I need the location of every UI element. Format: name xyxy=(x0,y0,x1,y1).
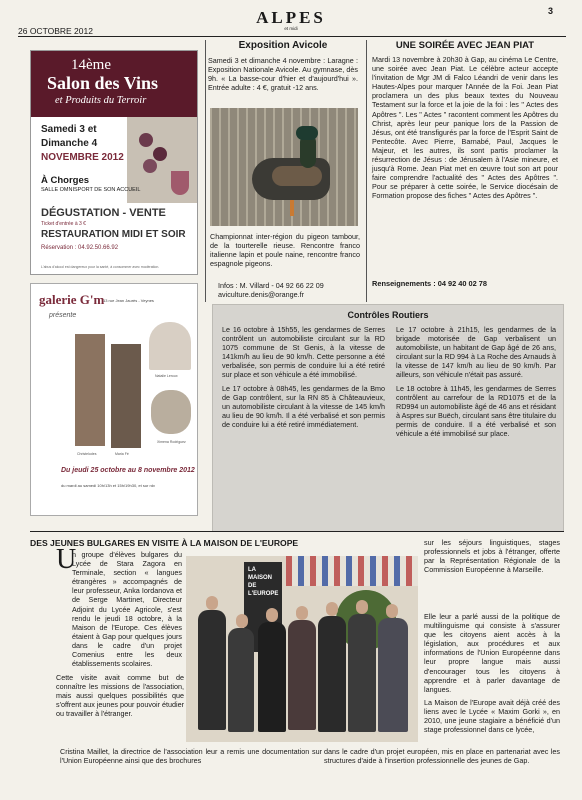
ad-restauration: RESTAURATION MIDI ET SOIR xyxy=(41,229,186,240)
person-head xyxy=(206,596,218,610)
artist-caption: Natalie Leroux xyxy=(155,374,178,378)
grape-icon xyxy=(139,133,153,147)
ad-subtitle: et Produits du Terroir xyxy=(55,95,147,106)
newspaper-masthead: ALPES xyxy=(256,8,326,27)
column-divider xyxy=(366,40,367,302)
person-head xyxy=(266,608,278,622)
galerie-gm-ad xyxy=(30,283,198,516)
article-title-expo: Exposition Avicole xyxy=(238,40,328,51)
europe-paragraph: n groupe d'élèves bulgares du Lycée de Stara Zagora en Terminale, section « langues étrangères » accompagnés de leur professeur, Anka Iordanova et de Serge Martinet, Directeur Adjoint du Lycée Agricole, s'est rendu le jeudi 18 octobre, à la Maison de l'Europe. Ces élèves étaient à Gap pour quelques jours dans le cadre d'un projet Comenius entre les deux établissements scolaires. xyxy=(72,550,182,669)
ad-venue: SALLE OMNISPORT DE SON ACCUEIL xyxy=(41,187,141,193)
europe-paragraph: La Maison de l'Europe avait déjà créé des liens avec le Lycée « Maxim Gorki », en 2010, une jeune stagiaire a bénéficié d'un stage professionnel dans ce lycée, xyxy=(424,697,560,735)
artwork-image xyxy=(75,334,105,446)
person-head xyxy=(386,604,398,618)
article-intro-expo: Samedi 3 et dimanche 4 novembre : Laragne : Exposition Nationale Avicole. Au gymnase, dès 9h. « La basse-cour d'hier et d'aujourd'hui ». Entrée adulte : 4 €, gratuit -12 ans. xyxy=(208,56,358,93)
controles-right-column xyxy=(396,325,556,438)
ad-title: Salon des Vins xyxy=(47,73,159,93)
article-title-controles: Contrôles Routiers xyxy=(347,310,429,320)
article-body-piat: Mardi 13 novembre à 20h30 à Gap, au cinéma Le Centre, une soirée avec Jean Piat. Le célèbre acteur accepte l'invitation de Mgr JM di Falco Léandri de venir dans les Hautes-Alpes pour marquer l'Année de la Foi. Jean Piat proclamera un des plus beaux textes du Nouveau Testament sur la force et la joie de la foi : les " Actes des Apôtres ". Les " Actes " racontent comment les Apôtres du Christ, après leur peur panique lors de la Passion de Jésus, ont été transfigurés par la force de l'Esprit Saint de Pentecôte. Avec Pierre, Barnabé, Paul, Jacques le Majeur, et les autres, ils sont partis proclamer la résurrection de Jésus : de Jérusalem à l'Asie mineure, et jusqu'à Rome. Jean Piat met en œuvre tout son art pour faire comprendre l'actualité des " Actes des Apôtres ". Pour se préparer à cette soirée, le Service diocésain de Formation propose des fiches " Actes des Apôtres ". xyxy=(372,55,558,201)
galerie-dates: Du jeudi 25 octobre au 8 novembre 2012 xyxy=(61,467,195,474)
drop-cap: U xyxy=(56,544,77,575)
person xyxy=(348,614,376,732)
person-head xyxy=(356,600,368,614)
ad-edition: 14ème xyxy=(71,57,111,73)
europe-paragraph: Cette visite avait comme but de connaître les missions de l'association, mais aussi quelques possibilités que s'offrent aux jeunes pour pouvoir étudier ou travailler à l'étranger. xyxy=(56,673,184,719)
europe-paragraph: Cristina Maillet, la directrice de l'association leur a remis une documentation sur l'Union Européenne ainsi que des brochures xyxy=(60,747,322,766)
masthead-subtitle: et midi xyxy=(284,26,298,31)
europe-paragraph: sur les séjours linguistiques, stages professionnels et jobs à l'étranger, offerte par la Représentation Régionale de la Commission Européenne à Marseille. xyxy=(424,538,560,575)
galerie-hours: du mardi au samedi 10h/13h et 15h/19h30, et sur rdv xyxy=(61,483,156,488)
duck-wing xyxy=(272,166,322,186)
galerie-logo: galerie G'm xyxy=(39,292,105,307)
person xyxy=(198,610,226,730)
person xyxy=(258,622,286,732)
person xyxy=(318,616,346,732)
person xyxy=(228,628,254,732)
column-divider xyxy=(205,40,206,302)
ad-reservation-phone: Réservation : 04.92.50.66.92 xyxy=(41,245,119,251)
person xyxy=(378,618,408,732)
banner-text: LA MAISON DE L'EUROPE xyxy=(248,567,279,597)
grape-icon xyxy=(153,147,167,161)
artist-caption: Christelodes xyxy=(77,452,97,456)
ad-day2: Dimanche 4 xyxy=(41,138,98,149)
europe-paragraph: Elle leur a parlé aussi de la politique de multilinguisme qui consiste à s'assurer que les citoyens aient accès à la législation, aux procédures et aux informations de l'Union Européenne dans leur propre langue mais aussi d'encourager tous les citoyens à apprendre et à parler davantage de langues. xyxy=(424,612,560,694)
artwork-image xyxy=(151,390,191,434)
artwork-image xyxy=(111,344,141,448)
europe-paragraph xyxy=(424,612,560,734)
europe-paragraph: dans le cadre d'un projet européen, mis en place en partenariat avec les structures d'aide à l'insertion professionnelle des jeunes de Gap. xyxy=(324,747,560,766)
galerie-presente: présente xyxy=(49,312,77,319)
controles-paragraph: Le 18 octobre à 11h45, les gendarmes de Serres contrôlent au carrefour de la RD1075 et de la RD994 un automobiliste âgé de 46 ans et résidant à Aspres sur Buëch, circulant sans être titulaire du permis de conduire. Il a été verbalisé et son véhicule a été immobilisé sur place. xyxy=(396,383,556,439)
ad-disclaimer: L'abus d'alcool est dangereux pour la santé, à consommer avec modération. xyxy=(41,265,160,269)
person-head xyxy=(236,614,248,628)
galerie-address: 13 rue Jean Jaurès - Veynes xyxy=(103,298,154,303)
controles-paragraph: Le 17 octobre à 08h45, les gendarmes de la Bmo de Gap contrôlent, sur la RN 85 à Châteauvieux, un automobiliste circulant à la vitesse de 145 km/h au lieu de 90 km/h. Il a été verbalisé et son permis de conduire lui a été retiré immédiatement. xyxy=(222,383,385,429)
controles-paragraph: Le 16 octobre à 15h55, les gendarmes de Serres contrôlent un automobiliste circulant sur la RD 1075 commune de St Genis, à la vitesse de 141km/h au lieu de 90 km/h. Cette personne a été verbalisée, son permis de conduire lui a été retiré sur place et son véhicule a été immobilisé. xyxy=(222,325,385,380)
ad-day1: Samedi 3 et xyxy=(41,124,97,135)
issue-date: 26 OCTOBRE 2012 xyxy=(18,26,93,36)
expo-contact: Infos : M. Villard - 04 92 66 22 09 xyxy=(218,281,324,290)
ad-dates xyxy=(41,123,124,165)
wine-glass-icon xyxy=(171,171,189,195)
salon-des-vins-ad xyxy=(30,50,198,275)
controles-paragraph: Le 17 octobre à 21h15, les gendarmes de la brigade motorisée de Gap verbalisent un automobiliste, un habitant de Gap âgé de 26 ans, circulant sur la RD 994 à La Roche des Arnauds à la vitesse de 147 km/h au lieu de 90 km/h. Par ailleurs, son véhicule n'était pas assuré. xyxy=(396,325,556,380)
grape-icon xyxy=(143,159,157,173)
duck-head xyxy=(296,126,318,140)
expo-email: aviculture.denis@orange.fr xyxy=(218,290,305,299)
ad-degustation: DÉGUSTATION - VENTE xyxy=(41,207,166,219)
controles-left-column xyxy=(222,325,385,429)
piat-contact: Renseignements : 04 92 40 02 78 xyxy=(372,279,488,288)
duck-photo xyxy=(210,108,358,226)
ad-ticket-price: Ticket d'entrée à 3 € xyxy=(41,221,86,227)
duck-leg xyxy=(290,200,294,216)
flags-decoration xyxy=(286,556,418,586)
artwork-image xyxy=(149,322,191,370)
person xyxy=(288,620,316,730)
article-body-expo: Championnat inter-région du pigeon tambour, de la tourterelle rieuse. Rencontre franco italienne lapin et poule naine, rencontre franco espagnole pigeons. xyxy=(210,232,360,269)
header-divider xyxy=(18,36,566,37)
ad-place: À Chorges xyxy=(41,175,90,186)
page-number: 3 xyxy=(548,6,554,16)
ad-month: NOVEMBRE 2012 xyxy=(41,152,124,163)
article-title-europe: DES JEUNES BULGARES EN VISITE À LA MAISON DE L'EUROPE xyxy=(30,538,299,548)
section-divider xyxy=(30,531,564,532)
students-group-photo xyxy=(186,556,418,742)
person-head xyxy=(326,602,338,616)
person-head xyxy=(296,606,308,620)
article-title-piat: UNE SOIRÉE AVEC JEAN PIAT xyxy=(395,40,535,51)
artist-caption: Ximena Rodriguez xyxy=(157,440,186,444)
artist-caption: Maria Fé xyxy=(115,452,129,456)
